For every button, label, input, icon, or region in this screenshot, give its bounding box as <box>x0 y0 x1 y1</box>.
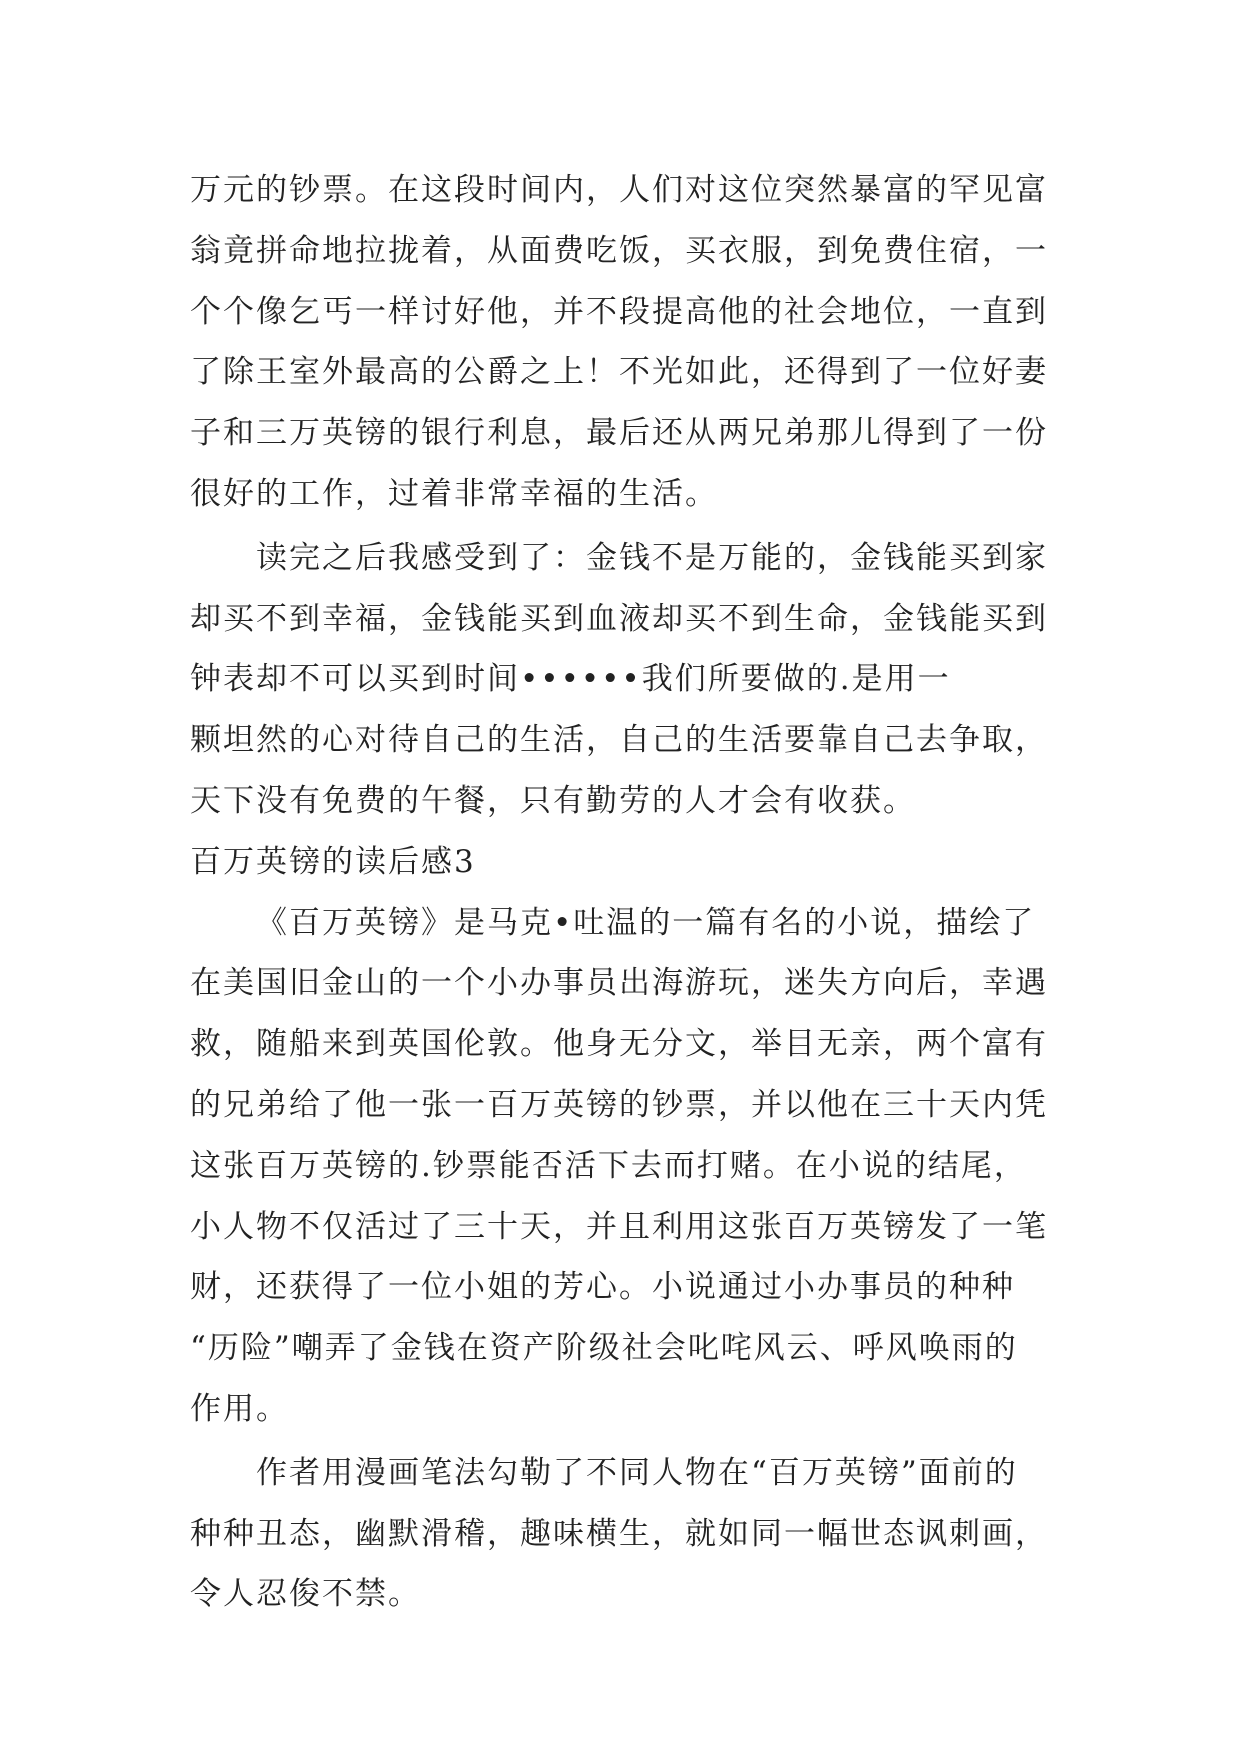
text-line: 救，随船来到英国伦敦。他身无分文，举目无亲，两个富有 <box>190 1026 1048 1063</box>
text-line: 万元的钞票。在这段时间内，人们对这位突然暴富的罕见富 <box>190 172 1048 208</box>
text-line: 却买不到幸福，金钱能买到血液却买不到生命，金钱能买到 <box>190 600 1048 637</box>
text-line: “历险”嘲弄了金钱在资产阶级社会叱咤风云、呼风唤雨的 <box>190 1330 1018 1367</box>
text-line: 读完之后我感受到了：金钱不是万能的，金钱能买到家 <box>256 539 1048 576</box>
text-line: 很好的工作，过着非常幸福的生活。 <box>190 475 718 512</box>
paragraph-4 <box>190 1443 1070 1625</box>
text-line: 在美国旧金山的一个小办事员出海游玩，迷失方向后，幸遇 <box>190 965 1048 1002</box>
text-line: 了除王室外最高的公爵之上！不光如此，还得到了一位好妻 <box>190 354 1048 391</box>
text-line: 的兄弟给了他一张一百万英镑的钞票，并以他在三十天内凭 <box>190 1086 1048 1123</box>
text-line: 《百万英镑》是马克•吐温的一篇有名的小说，描绘了 <box>256 904 1036 941</box>
text-line: 翁竟拼命地拉拢着，从面费吃饭，买衣服，到免费住宿，一 <box>190 232 1048 269</box>
paragraph-2 <box>190 528 1070 832</box>
text-line: 令人忍俊不禁。 <box>190 1576 421 1613</box>
text-line: 颗坦然的心对待自己的生活，自己的生活要靠自己去争取， <box>190 722 1048 759</box>
text-line: 天下没有免费的午餐，只有勤劳的人才会有收获。 <box>190 782 916 819</box>
text-line: 小人物不仅活过了三十天，并且利用这张百万英镑发了一笔 <box>190 1208 1048 1245</box>
text-line: 种种丑态，幽默滑稽，趣味横生，就如同一幅世态讽刺画， <box>190 1515 1048 1552</box>
paragraph-1 <box>190 160 1070 525</box>
text-line: 个个像乞丐一样讨好他，并不段提高他的社会地位，一直到 <box>190 293 1048 330</box>
text-line: 子和三万英镑的银行利息，最后还从两兄弟那儿得到了一份 <box>190 415 1048 452</box>
paragraph-3 <box>190 893 1070 1440</box>
section-heading: 百万英镑的读后感3 <box>190 843 476 880</box>
text-line: 钟表却不可以买到时间••••••我们所要做的.是用一 <box>190 661 951 698</box>
text-line: 这张百万英镑的.钞票能否活下去而打赌。在小说的结尾， <box>190 1147 1027 1184</box>
document-body <box>190 160 1070 1625</box>
text-line: 财，还获得了一位小姐的芳心。小说通过小办事员的种种 <box>190 1269 1015 1306</box>
text-line: 作者用漫画笔法勾勒了不同人物在“百万英镑”面前的 <box>256 1454 1018 1491</box>
text-line: 作用。 <box>190 1390 289 1427</box>
